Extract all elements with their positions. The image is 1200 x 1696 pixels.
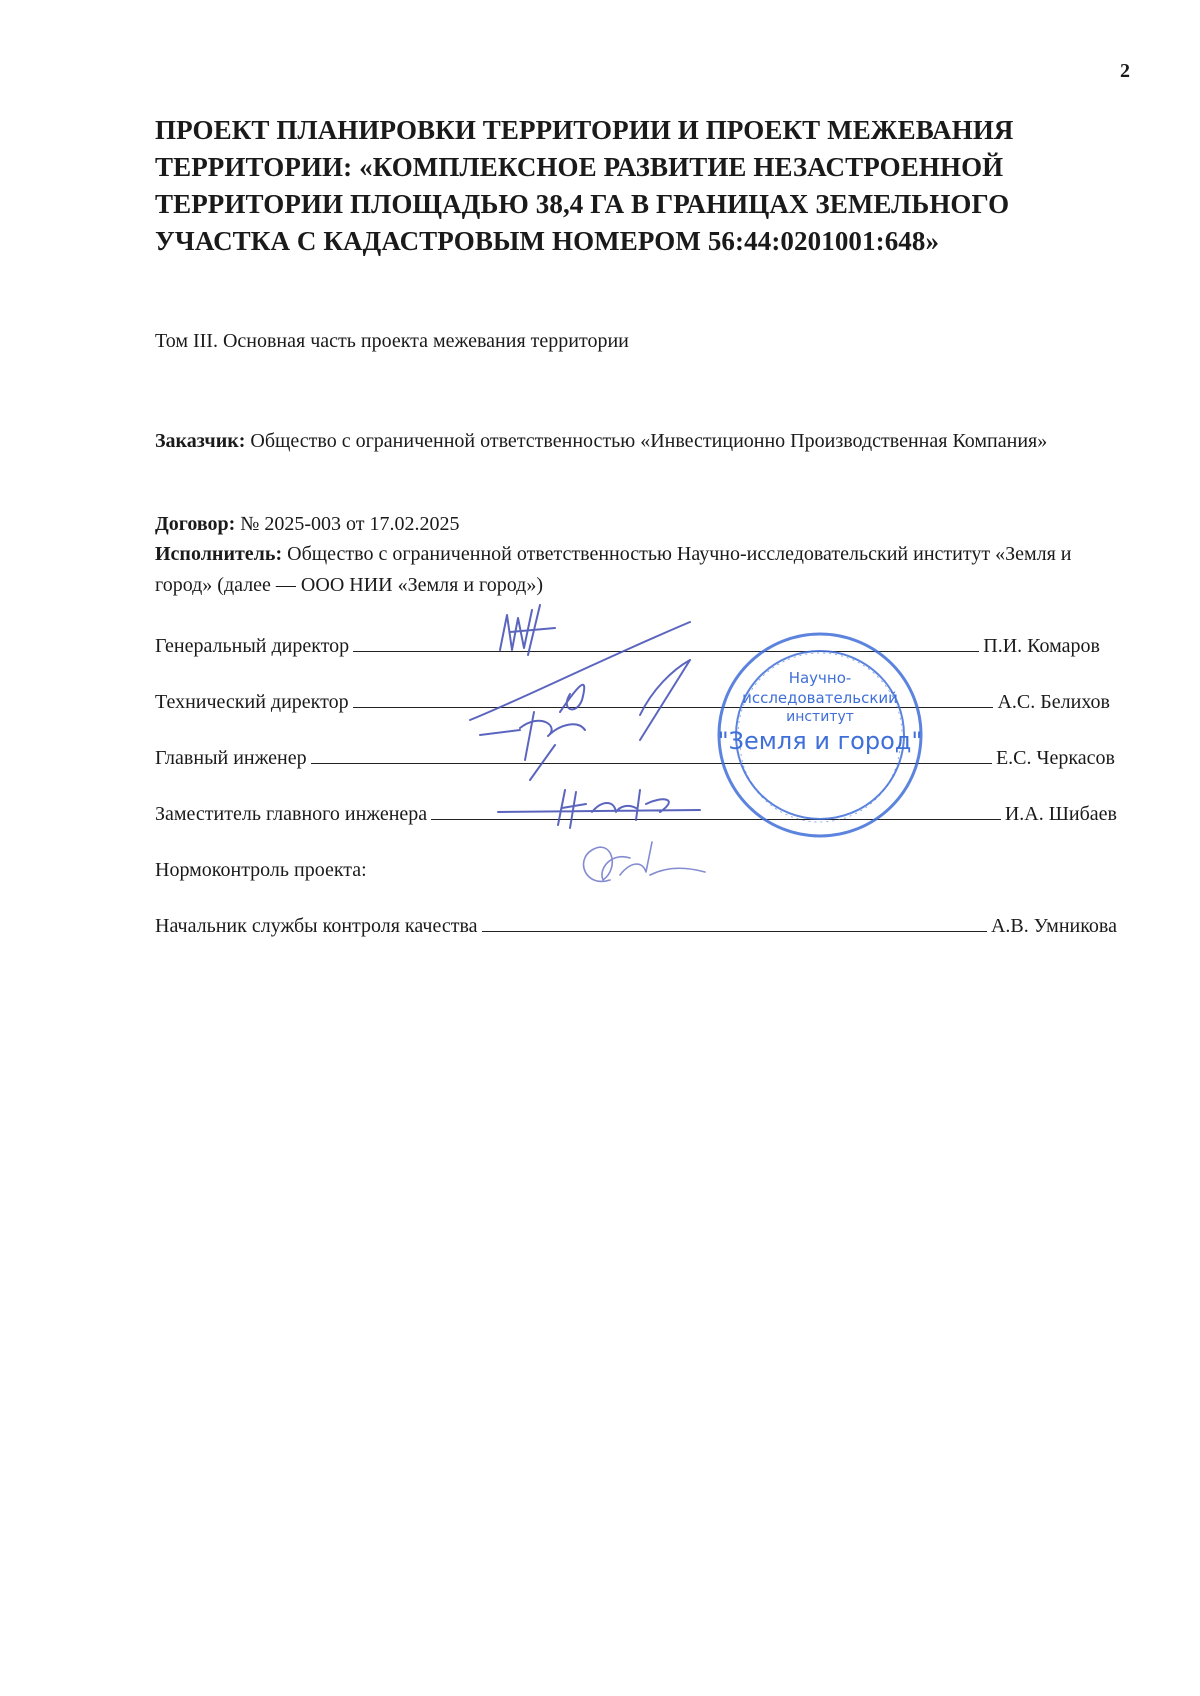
role-label: Нормоконтроль проекта: — [155, 859, 367, 881]
signature-row-chief-engineer — [155, 740, 1115, 770]
signature-row-technical-director — [155, 684, 1110, 714]
signature-line — [431, 818, 1001, 820]
signer-name: Е.С. Черкасов — [995, 747, 1115, 769]
contractor-label: Исполнитель: — [155, 543, 283, 565]
contract-label: Договор: — [155, 513, 236, 535]
signer-name: И.А. Шибаев — [1004, 803, 1117, 825]
stamp-line-2: исследовательский — [742, 689, 898, 707]
signature-row-general-director — [155, 628, 1100, 658]
contract-text: № 2025-003 от 17.02.2025 — [235, 513, 460, 535]
stamp-line-4: "Земля и город" — [717, 727, 923, 755]
contract-paragraph — [155, 509, 1115, 540]
signature-line — [482, 930, 987, 932]
stamp-line-3: институт — [786, 709, 854, 725]
contractor-paragraph — [155, 539, 1115, 601]
signature-row-deputy-chief-engineer — [155, 796, 1117, 826]
role-label: Главный инженер — [155, 747, 307, 769]
signer-name: А.С. Белихов — [997, 691, 1110, 713]
signature-row-quality-head — [155, 908, 1117, 938]
signature-row-norm-control — [155, 852, 1115, 882]
signer-name: А.В. Умникова — [990, 915, 1117, 937]
role-label: Технический директор — [155, 691, 349, 713]
signature-line — [353, 650, 979, 652]
role-label: Генеральный директор — [155, 635, 350, 657]
stamp-line-1: Научно- — [788, 669, 852, 687]
customer-paragraph — [155, 426, 1115, 457]
role-label: Начальник службы контроля качества — [155, 915, 478, 937]
volume-subtitle: Том III. Основная часть проекта межевания территории — [155, 330, 629, 352]
signature-line — [311, 762, 992, 764]
document-title: ПРОЕКТ ПЛАНИРОВКИ ТЕРРИТОРИИ И ПРОЕКТ МЕЖЕВАНИЯ ТЕРРИТОРИИ: «КОМПЛЕКСНОЕ РАЗВИТИЕ НЕЗАСТРОЕННОЙ ТЕРРИТОРИИ ПЛОЩАДЬЮ 38,4 ГА В ГРАНИЦАХ ЗЕМЕЛЬНОГО УЧАСТКА С КАДАСТРОВЫМ НОМЕРОМ 56:44:0201001:648» — [155, 115, 1014, 256]
customer-label: Заказчик: — [155, 430, 246, 452]
customer-text: Общество с ограниченной ответственностью «Инвестиционно Производственная Компания» — [245, 430, 1048, 452]
signer-name: П.И. Комаров — [983, 635, 1100, 657]
contractor-text: Общество с ограниченной ответственностью Научно-исследовательский институт «Земля и город» (далее — ООО НИИ «Земля и город») — [155, 543, 1072, 596]
role-label: Заместитель главного инженера — [155, 803, 428, 825]
signature-line — [353, 706, 994, 708]
page-number: 2 — [1120, 60, 1130, 82]
